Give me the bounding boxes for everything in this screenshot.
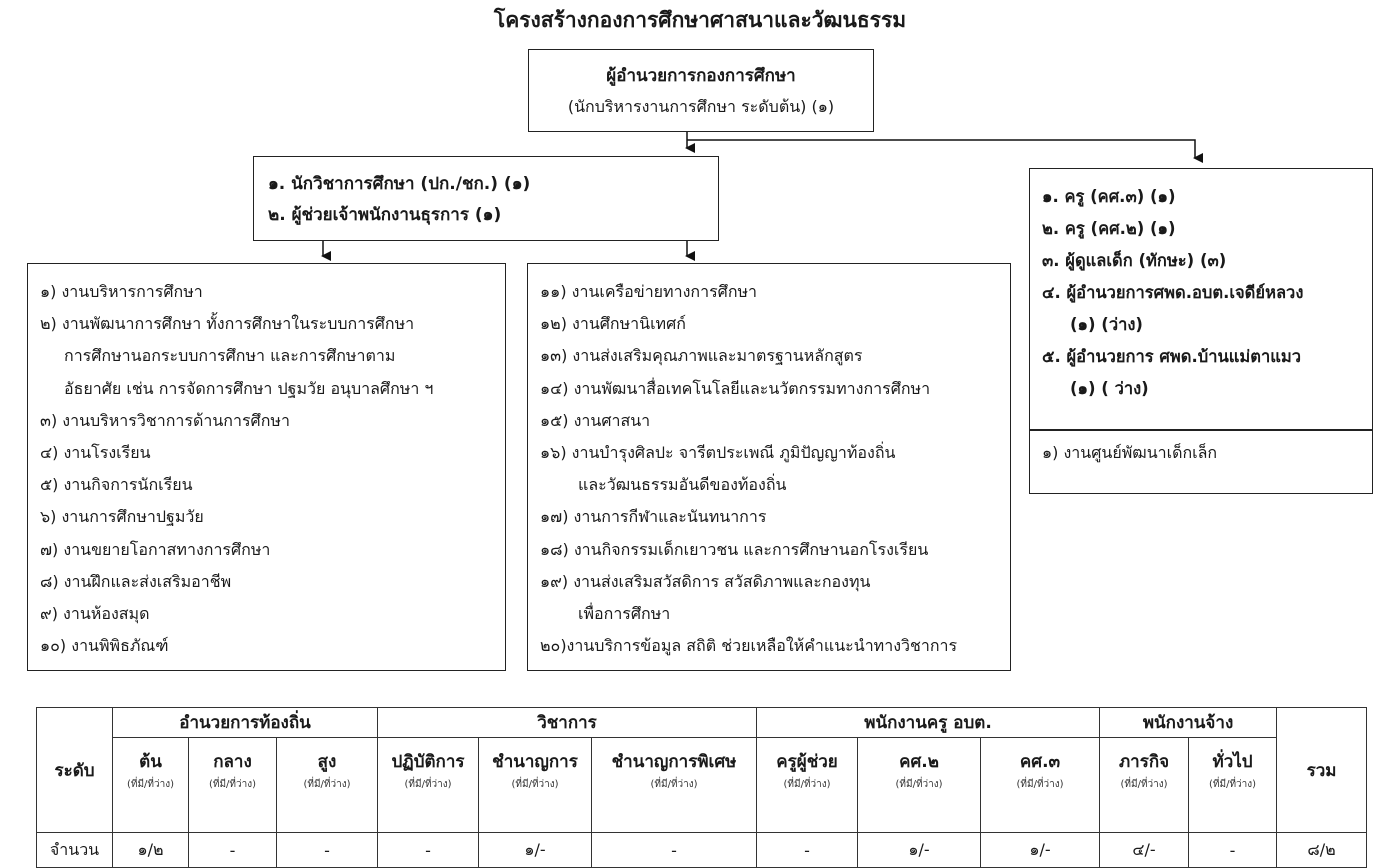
task-item: ๑๑) งานเครือข่ายทางการศึกษา [540,282,758,301]
staff-box [253,156,719,241]
page-title: โครงสร้างกองการศึกษาศาสนาและวัฒนธรรม [493,8,907,32]
table-cell: - [592,833,757,868]
task-item: ๙) งานห้องสมุด [40,604,150,624]
col-header: ต้น (ที่มี/ที่ว่าง) [113,738,189,833]
staff-item: ๒. ผู้ช่วยเจ้าพนักงานธุรการ (๑) [268,205,502,225]
table-cell: ๑/- [479,833,592,868]
task-item-cont: อัธยาศัย เช่น การจัดการศึกษา ปฐมวัย อนุบาลศึกษา ฯ [64,378,434,398]
task-item: ๑๘) งานกิจกรรมเด็กเยาวชน และการศึกษานอกโรงเรียน [540,539,929,559]
col-header: ชำนาญการ (ที่มี/ที่ว่าง) [479,738,592,833]
table-cell: ๑/- [858,833,981,868]
child-center-box [1029,430,1373,494]
group-header-academic: วิชาการ [378,708,757,738]
teacher-item: ๑. ครู (คศ.๓) (๑) [1042,187,1176,206]
teacher-item: ๒. ครู (คศ.๒) (๑) [1042,219,1176,238]
teacher-item-cont: (๑) (ว่าง) [1070,315,1143,334]
task-item: ๑๖) งานบำรุงศิลปะ จารีตประเพณี ภูมิปัญญาท้องถิ่น [540,443,896,463]
task-item: ๗) งานขยายโอกาสทางการศึกษา [40,539,271,559]
col-header: คศ.๓ (ที่มี/ที่ว่าง) [981,738,1100,833]
staff-item: ๑. นักวิชาการศึกษา (ปก./ชก.) (๑) [268,174,531,194]
table-cell: - [378,833,479,868]
table-cell: - [189,833,277,868]
col-header: ภารกิจ (ที่มี/ที่ว่าง) [1100,738,1189,833]
table-cell: - [1189,833,1277,868]
mid-task-box [527,263,1011,671]
table-cell: - [757,833,858,868]
table-cell: ๔/- [1100,833,1189,868]
level-header: ระดับ [37,708,113,833]
group-header-admin: อำนวยการท้องถิ่น [113,708,378,738]
total-header: รวม [1277,708,1367,833]
task-item-cont: และวัฒนธรรมอันดีของท้องถิ่น [578,475,787,495]
table-cell: ๑/๒ [113,833,189,868]
teacher-item: ๕. ผู้อำนวยการ ศพด.บ้านแม่ตาแมว [1042,347,1302,366]
row-label: จำนวน [37,833,113,868]
connector-director-teachers [687,140,1195,158]
teacher-item: ๔. ผู้อำนวยการศพด.อบต.เจดีย์หลวง [1042,283,1304,302]
col-header: ปฏิบัติการ (ที่มี/ที่ว่าง) [378,738,479,833]
task-item: ๑๐) งานพิพิธภัณฑ์ [40,636,169,656]
task-item: ๑๕) งานศาสนา [540,410,651,430]
director-position: (นักบริหารงานการศึกษา ระดับต้น) (๑) [567,97,835,116]
col-header: ชำนาญการพิเศษ (ที่มี/ที่ว่าง) [592,738,757,833]
task-item: ๑๒) งานศึกษานิเทศก์ [540,314,686,334]
left-task-box [27,263,506,671]
child-center-task: ๑) งานศูนย์พัฒนาเด็กเล็ก [1042,443,1218,462]
director-title: ผู้อำนวยการกองการศึกษา [606,66,796,86]
table-cell: - [277,833,378,868]
task-item-cont: การศึกษานอกระบบการศึกษา และการศึกษาตาม [64,346,396,366]
col-header: ทั่วไป (ที่มี/ที่ว่าง) [1189,738,1277,833]
task-item: ๑๙) งานส่งเสริมสวัสดิการ สวัสดิภาพและกองทุน [540,571,871,591]
task-item: ๑๔) งานพัฒนาสื่อเทคโนโลยีและนวัตกรรมทางการศึกษา [540,378,931,398]
task-item: ๑๗) งานการกีฬาและนันทนาการ [540,507,767,527]
task-item-cont: เพื่อการศึกษา [578,604,671,624]
task-item: ๓) งานบริหารวิชาการด้านการศึกษา [40,410,290,430]
teacher-item: ๓. ผู้ดูแลเด็ก (ทักษะ) (๓) [1042,251,1227,270]
teachers-box [1029,168,1373,430]
table-row [37,833,1367,868]
col-header: สูง (ที่มี/ที่ว่าง) [277,738,378,833]
col-header: คศ.๒ (ที่มี/ที่ว่าง) [858,738,981,833]
task-item: ๘) งานฝึกและส่งเสริมอาชีพ [40,571,232,591]
task-item: ๑) งานบริหารการศึกษา [40,282,203,301]
director-box [528,49,874,132]
teacher-item-cont: (๑) ( ว่าง) [1070,379,1149,398]
table-cell: ๑/- [981,833,1100,868]
table-cell-total: ๘/๒ [1277,833,1367,868]
col-header: ครูผู้ช่วย (ที่มี/ที่ว่าง) [757,738,858,833]
task-item: ๔) งานโรงเรียน [40,443,151,463]
task-item: ๖) งานการศึกษาปฐมวัย [40,507,204,527]
task-item: ๒๐)งานบริการข้อมูล สถิติ ช่วยเหลือให้คำแนะนำทางวิชาการ [540,636,958,656]
task-item: ๒) งานพัฒนาการศึกษา ทั้งการศึกษาในระบบการศึกษา [40,314,415,334]
task-item: ๕) งานกิจการนักเรียน [40,475,193,495]
group-header-teacher: พนักงานครู อบต. [757,708,1100,738]
group-header-employee: พนักงานจ้าง [1100,708,1277,738]
staffing-table [36,707,1367,868]
col-header: กลาง (ที่มี/ที่ว่าง) [189,738,277,833]
task-item: ๑๓) งานส่งเสริมคุณภาพและมาตรฐานหลักสูตร [540,346,863,366]
